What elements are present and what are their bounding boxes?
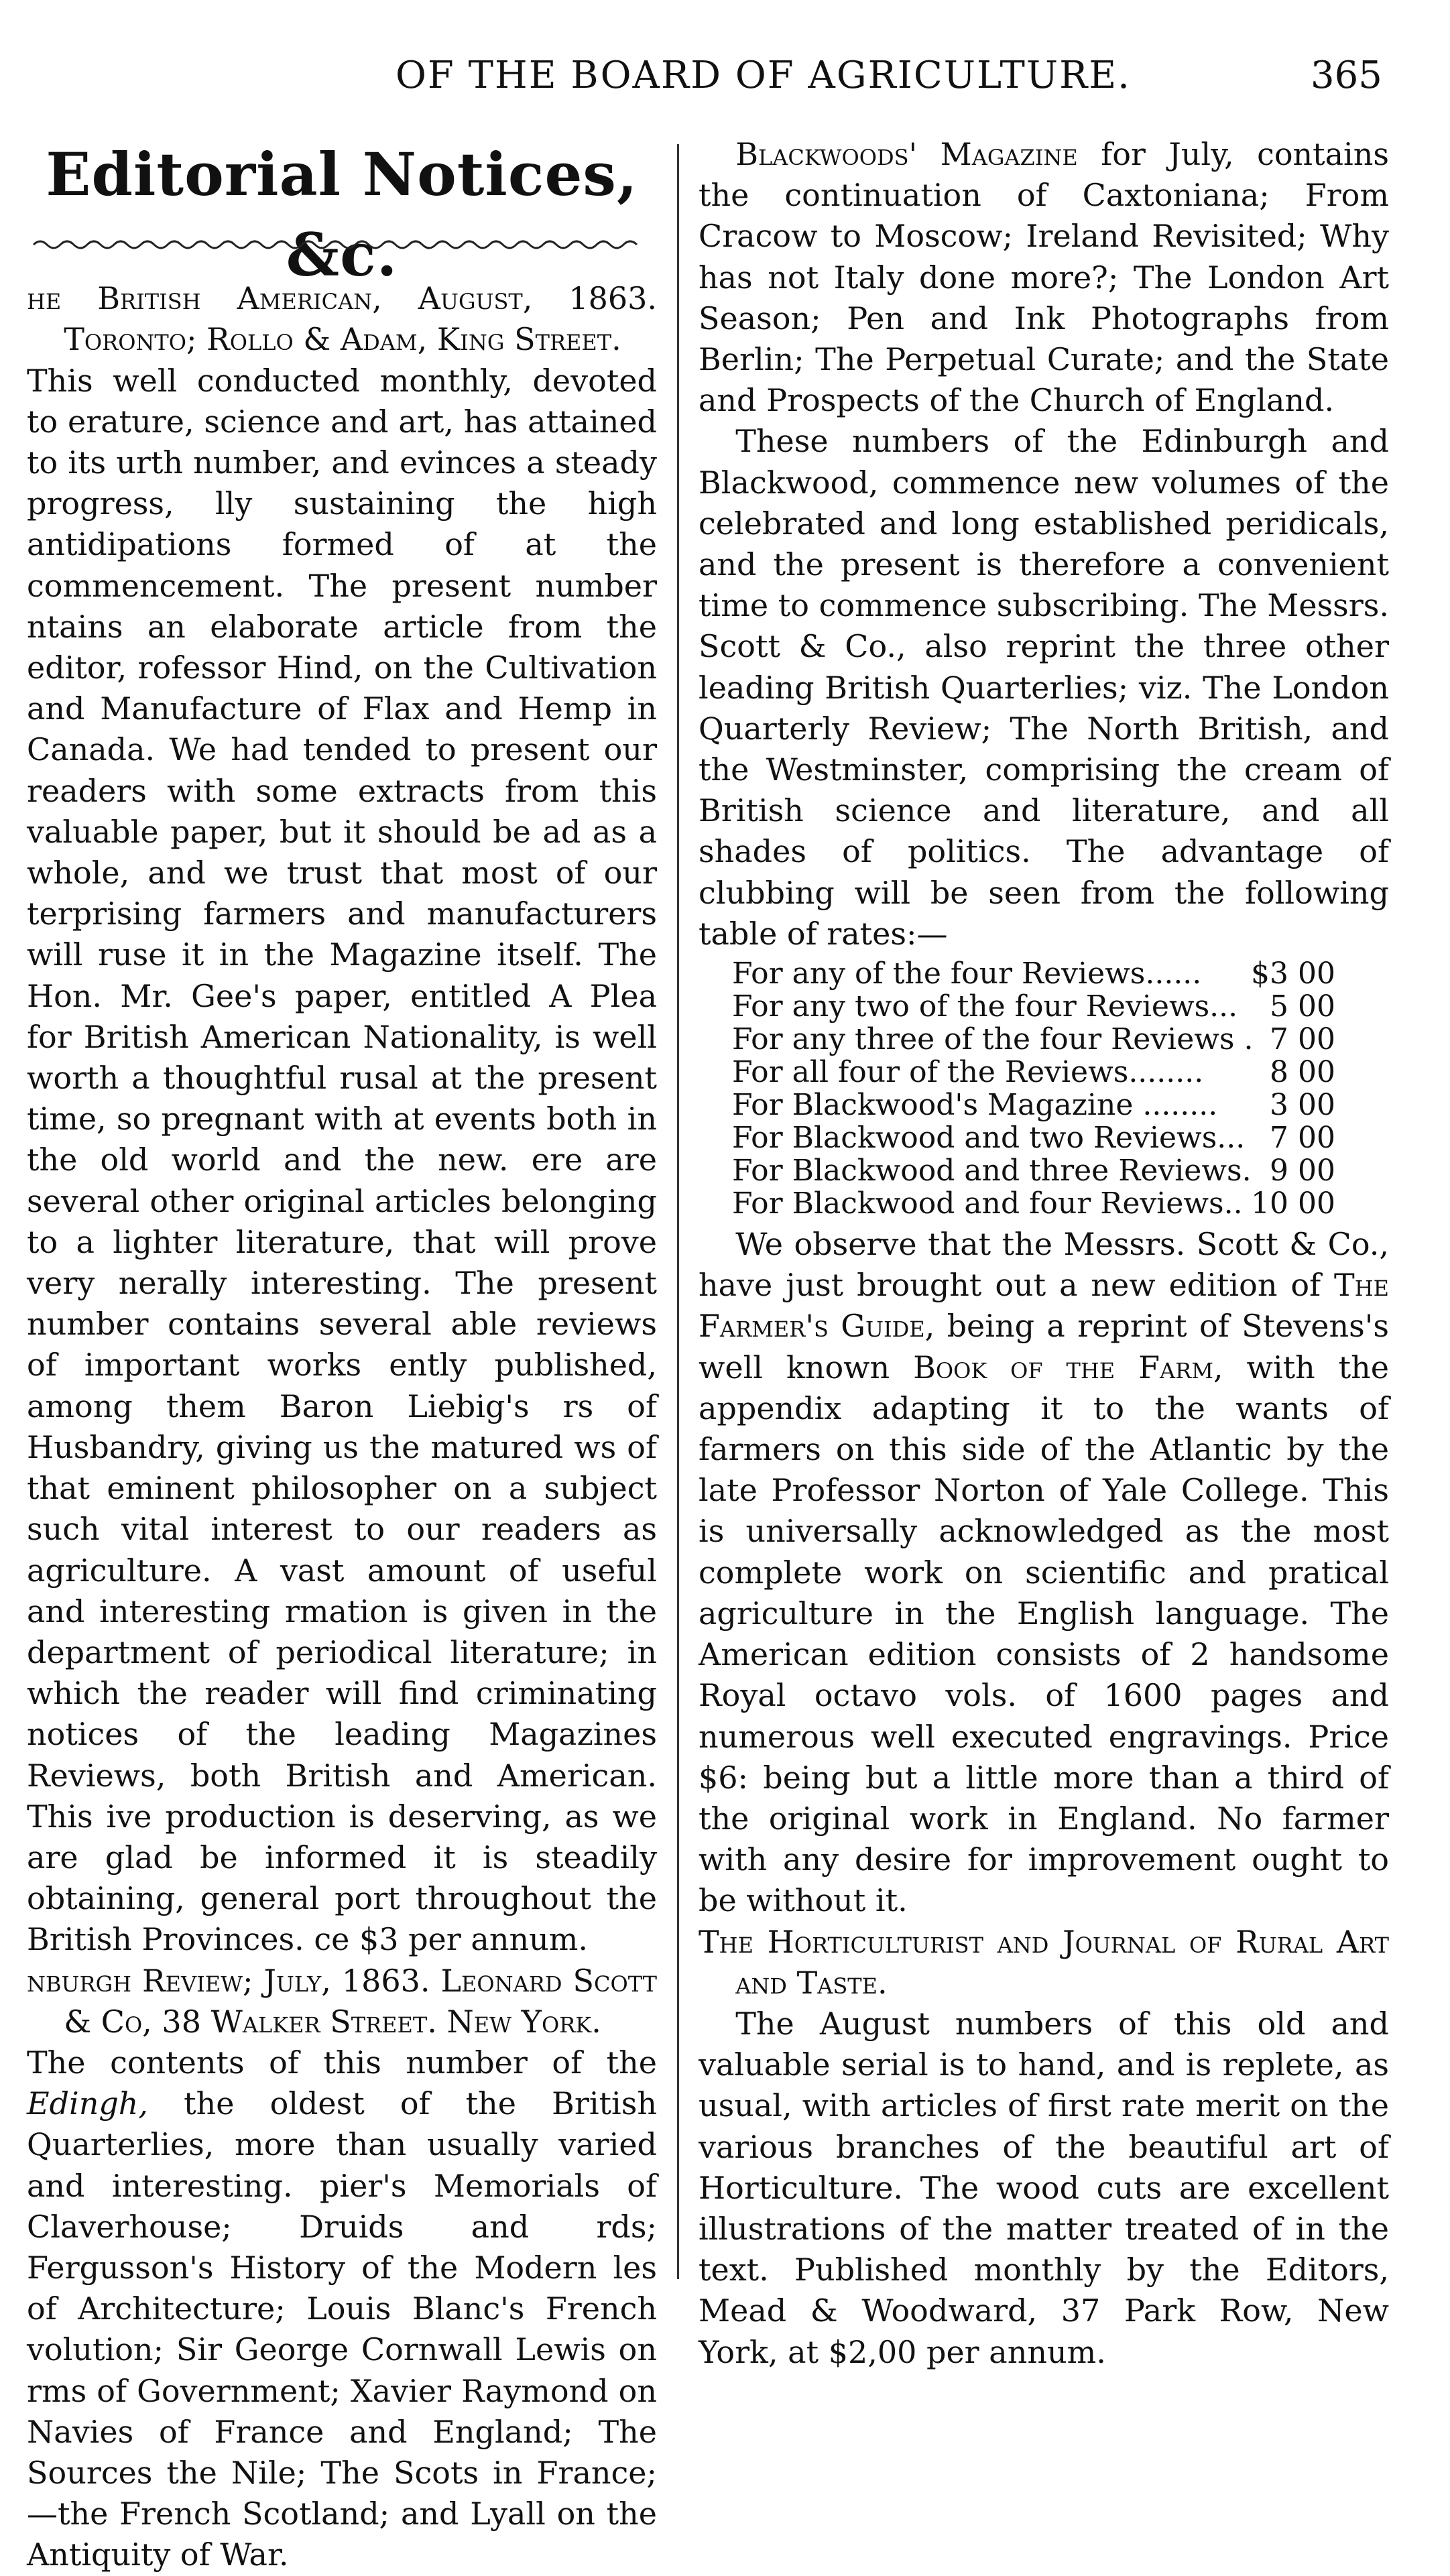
- edinburgh-title-italic: Edingh,: [27, 2085, 149, 2122]
- rate-row: [732, 957, 1335, 990]
- wavy-rule: [27, 235, 644, 255]
- rate-price: 7 00: [1270, 1121, 1335, 1156]
- running-head: [0, 54, 1450, 107]
- notice-edinburgh-review-heading: nburgh Review; July, 1863. Leonard Scott & Co, 38 Walker Street. New York.: [27, 1962, 657, 2040]
- notice-horticulturist-body: The August numbers of this old and valuable serial is to hand, and is replete, as usual, with articles of first rate merit on the various branches of the beautiful art of Horticulture. The wood cuts are excellent illustrations of the matter treated of in the text. Published monthly by the Editors, Mead & Woodward, 37 Park Row, New York, at $2,00 per annum.: [699, 2005, 1389, 2370]
- rate-row: [732, 1187, 1335, 1220]
- rate-price: 8 00: [1270, 1055, 1335, 1090]
- blackwood-heading: Blackwoods' Magazine: [735, 136, 1078, 172]
- rate-item: For any three of the four Reviews .: [732, 1022, 1254, 1057]
- notice-british-american-heading: he British American, August, 1863. Toronto; Rollo & Adam, King Street.: [27, 280, 657, 358]
- rate-price: $3 00: [1251, 957, 1335, 991]
- notice-horticulturist-heading: The Horticulturist and Journal of Rural Art and Taste.: [699, 1923, 1389, 2001]
- column-rule: [677, 144, 679, 2279]
- rate-row: [732, 1121, 1335, 1154]
- rate-item: For any two of the four Reviews...: [732, 989, 1238, 1024]
- right-column: [699, 134, 1389, 2424]
- farmers-guide-mid: , being a reprint of Stevens's well known: [699, 1308, 1390, 1386]
- farmers-guide-rest: , with the appendix adapting it to the wants of farmers on this side of the Atlantic by the late Professor Norton of Yale College. This is universally acknowledged as the most complete work on scientific and pratical agriculture in the English language. The American edition consists of 2 handsome Royal octavo vols. of 1600 pages and numerous well executed engravings. Price $6: being but a little more than a third of the original work in England. No farmer with any desire for improvement ought to be without it.: [699, 1349, 1389, 1919]
- subscription-paragraph: These numbers of the Edinburgh and Blackwood, commence new volumes of the celebrated and long established peridicals, and the present is therefore a convenient time to commence subscribing. The Messrs. Scott & Co., also reprint the three other leading British Quarterlies; viz. The London Quarterly Review; The North British, and the Westminster, comprising the cream of British science and literature, and all shades of politics. The advantage of clubbing will be seen from the following table of rates:—: [699, 423, 1389, 952]
- section-title: Editorial Notices, &c.: [46, 139, 638, 290]
- rate-row: [732, 1023, 1335, 1056]
- rate-row: [732, 1154, 1335, 1187]
- rate-item: For Blackwood and four Reviews..: [732, 1186, 1243, 1221]
- rate-price: 9 00: [1270, 1154, 1335, 1188]
- rate-price: 7 00: [1270, 1022, 1335, 1057]
- rate-row: [732, 1089, 1335, 1121]
- running-title: OF THE BOARD OF AGRICULTURE.: [396, 54, 1131, 97]
- rate-row: [732, 1056, 1335, 1089]
- farmers-guide-title: The Farmer's Guide: [699, 1267, 1389, 1345]
- rate-item: For Blackwood and two Reviews...: [732, 1121, 1246, 1156]
- rate-price: 3 00: [1270, 1088, 1335, 1123]
- rate-item: For all four of the Reviews........: [732, 1055, 1204, 1090]
- rate-item: For Blackwood's Magazine ........: [732, 1088, 1218, 1123]
- edinburgh-body-rest: the oldest of the British Quarterlies, more than usually varied and interesting. pier's Memorials of Claverhouse; Druids and rds; Fergusson's History of the Modern les of Architecture; Louis Blanc's French volution; Sir George Cornwall Lewis on rms of Government; Xavier Raymond on Navies of France and England; The Sources the Nile; The Scots in France;—the French Scotland; and Lyall on the Antiquity of War.: [27, 2085, 657, 2573]
- rate-price: 5 00: [1270, 989, 1335, 1024]
- left-column: [27, 134, 657, 2573]
- edinburgh-body-start: The contents of this number of the: [27, 2044, 657, 2081]
- book-of-the-farm-title: Book of the Farm: [913, 1349, 1213, 1386]
- rate-item: For Blackwood and three Reviews.: [732, 1154, 1252, 1188]
- farmers-guide-start: We observe that the Messrs. Scott & Co., have just brought out a new edition of: [699, 1226, 1389, 1304]
- notice-british-american-body: This well conducted monthly, devoted to erature, science and art, has attained to its urth number, and evinces a steady progress, lly sustaining the high antidipations formed of at the commencement. The present number ntains an elaborate article from the editor, rofessor Hind, on the Cultivation and Manufacture of Flax and Hemp in Canada. We had tended to present our readers with some extracts from this valuable paper, but it should be ad as a whole, and we trust that most of our terprising farmers and manufacturers will ruse it in the Magazine itself. The Hon. Mr. Gee's paper, entitled A Plea for British American Nationality, is well worth a thoughtful rusal at the present time, so pregnant with at events both in the old world and the new. ere are several other original articles belonging to a lighter literature, that will prove very nerally interesting. The present number contains several able reviews of important works ently published, among them Baron Liebig's rs of Husbandry, giving us the matured ws of that eminent philosopher on a subject such vital interest to our readers as agriculture. A vast amount of useful and interesting rmation is given in the department of periodical literature; in which the reader will find criminating notices of the leading Magazines Reviews, both British and American. This ive production is deserving, as we are glad be informed it is steadily obtaining, general port throughout the British Provinces. ce $3 per annum.: [27, 362, 657, 1958]
- page-number: 365: [1311, 54, 1382, 97]
- rate-item: For any of the four Reviews......: [732, 957, 1202, 991]
- rates-table: [732, 957, 1389, 1220]
- rate-row: [732, 990, 1335, 1023]
- farmers-guide-paragraph: [699, 1224, 1389, 1921]
- rate-price: 10 00: [1251, 1186, 1335, 1221]
- notice-edinburgh-review-body: [27, 2042, 657, 2576]
- blackwood-body: for July, contains the continuation of Caxtoniana; From Cracow to Moscow; Ireland Revisited; Why has not Italy done more?; The London Art Season; Pen and Ink Photographs from Berlin; The Perpetual Curate; and the State and Prospects of the Church of England.: [699, 136, 1390, 419]
- notice-blackwood: [699, 134, 1389, 421]
